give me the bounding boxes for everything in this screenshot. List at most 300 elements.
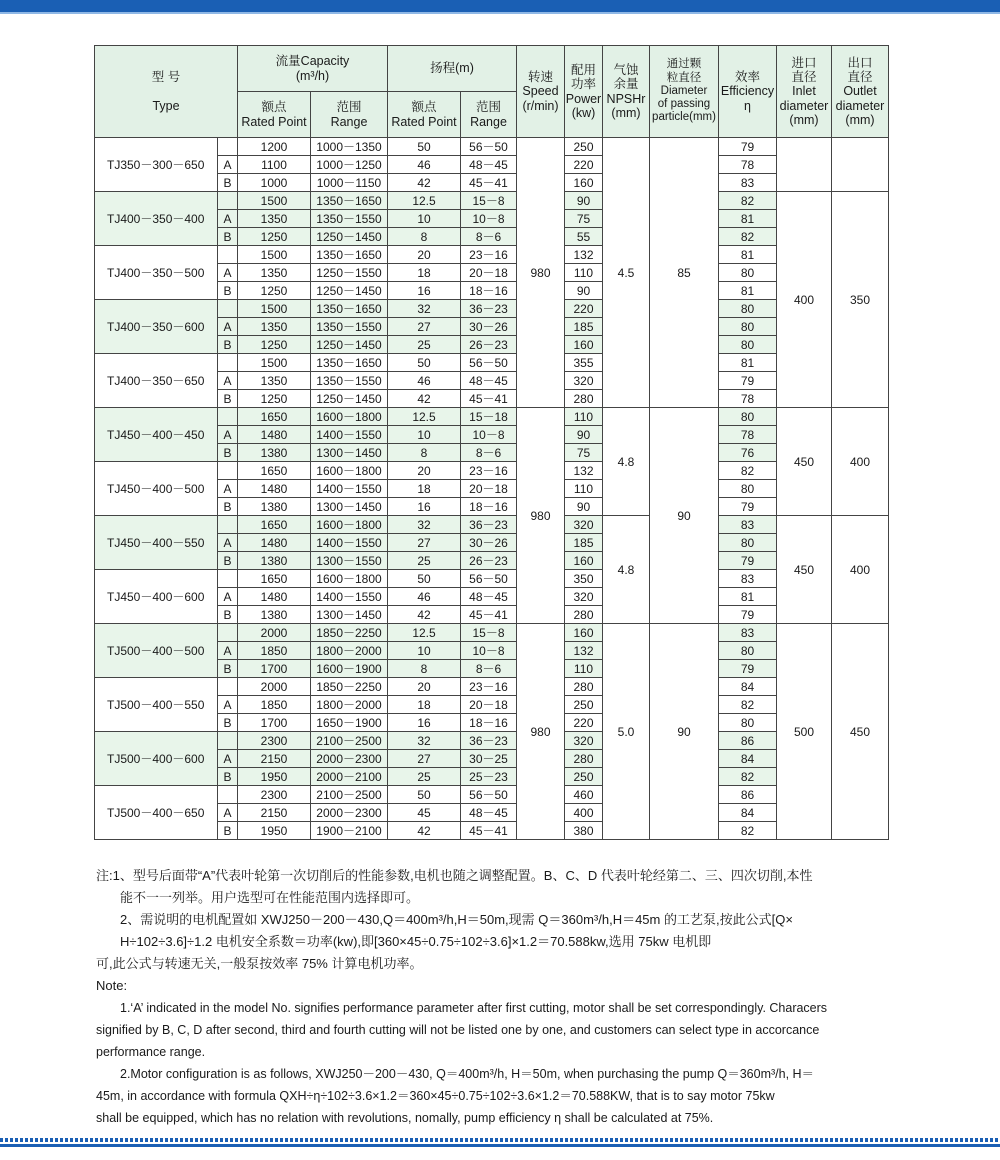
head-range-cell: 56－50 [461,570,517,588]
capacity-range-cell: 1600－1800 [311,408,388,426]
variant-cell [218,246,238,264]
capacity-range-cell: 1400－1550 [311,426,388,444]
diameter-header-cn2: 粒直径 [666,71,702,84]
speed-header [517,46,565,138]
head-rated-cell: 46 [388,156,461,174]
power-cell: 110 [565,660,603,678]
outlet-cell: 350 [832,192,889,408]
head-range-cell: 30－26 [461,534,517,552]
pump-spec-table [94,45,889,840]
capacity-rated-cell: 1500 [238,354,311,372]
type-header-cn: 型 号 [151,70,181,85]
inlet-header-en1: Inlet [792,84,816,99]
capacity-range-cell: 1400－1550 [311,588,388,606]
npsh-header-en: NPSHr [606,91,646,106]
head-rated-header [388,92,461,138]
head-range-cell: 48－45 [461,804,517,822]
variant-cell: B [218,498,238,516]
head-range-cell: 45－41 [461,606,517,624]
capacity-rated-cell: 2300 [238,732,311,750]
efficiency-header-en: Efficiency [720,84,775,99]
outlet-header-en1: Outlet [843,84,877,99]
capacity-rated-cell: 1950 [238,768,311,786]
model-cell: TJ450－400－450 [95,408,218,462]
variant-cell: A [218,696,238,714]
efficiency-cell: 82 [719,696,777,714]
head-header-label: 扬程(m) [430,61,474,76]
head-rated-cell: 25 [388,768,461,786]
type-header [95,46,238,138]
inlet-header-cn1: 进口 [791,55,817,70]
variant-cell: A [218,588,238,606]
head-rated-cell: 18 [388,696,461,714]
capacity-rated-cell: 1650 [238,462,311,480]
top-banner-bar [0,0,1000,12]
speed-header-en: Speed [522,84,559,99]
capacity-range-cell: 1300－1450 [311,498,388,516]
variant-cell: B [218,282,238,300]
power-cell: 90 [565,426,603,444]
head-rated-cell: 46 [388,588,461,606]
variant-cell [218,786,238,804]
power-cell: 400 [565,804,603,822]
diameter-header-en2: of passing [657,98,711,111]
power-cell: 280 [565,390,603,408]
capacity-range-cell: 2100－2500 [311,786,388,804]
power-cell: 355 [565,354,603,372]
efficiency-cell: 79 [719,498,777,516]
table-row [95,732,889,750]
capacity-rated-cell: 1350 [238,264,311,282]
capacity-range-cell: 1900－2100 [311,822,388,840]
diameter-cell: 85 [650,138,719,408]
power-cell: 320 [565,732,603,750]
capacity-rated-cell: 1950 [238,822,311,840]
inlet-cell: 450 [777,516,832,624]
diameter-header-cn1: 通过颗 [666,58,702,71]
variant-cell: B [218,552,238,570]
note-cn-1: 注:1、型号后面带“A”代表叶轮第一次切削后的性能参数,电机也随之调整配置。B、C、D 代表叶轮经第二、三、四次切削,本性 [96,868,813,883]
variant-cell: B [218,228,238,246]
notes-section [96,865,906,1129]
power-cell: 160 [565,336,603,354]
inlet-header-cn2: 直径 [791,69,817,84]
head-rated-cell: 42 [388,606,461,624]
power-cell: 280 [565,750,603,768]
variant-cell: B [218,606,238,624]
head-range-cell: 30－25 [461,750,517,768]
head-range-cell: 23－16 [461,462,517,480]
diameter-cell: 90 [650,624,719,840]
efficiency-cell: 84 [719,678,777,696]
head-header [388,46,517,92]
model-cell: TJ450－400－550 [95,516,218,570]
capacity-range-cell: 1000－1150 [311,174,388,192]
inlet-cell [777,138,832,192]
capacity-rated-cell: 1250 [238,228,311,246]
npsh-header-unit: (mm) [611,105,641,120]
head-rated-cell: 50 [388,138,461,156]
capacity-rated-cell: 1700 [238,714,311,732]
head-range-cell: 48－45 [461,588,517,606]
note-en-1b: signified by B, C, D after second, third and fourth cutting will not be listed one by one, and customers can select type in accorcance [96,1023,820,1037]
head-range-cell: 8－6 [461,444,517,462]
capacity-range-cell: 1850－2250 [311,678,388,696]
head-rated-cell: 10 [388,426,461,444]
model-cell: TJ500－400－600 [95,732,218,786]
head-rated-cell: 10 [388,642,461,660]
efficiency-cell: 81 [719,246,777,264]
table-row [95,408,889,426]
power-cell: 250 [565,138,603,156]
power-cell: 185 [565,318,603,336]
efficiency-header [719,46,777,138]
variant-cell: A [218,156,238,174]
capacity-range-cell: 1000－1250 [311,156,388,174]
variant-cell [218,354,238,372]
power-cell: 280 [565,606,603,624]
power-cell: 460 [565,786,603,804]
variant-cell: A [218,642,238,660]
variant-cell [218,300,238,318]
power-header-cn1: 配用 [570,62,596,77]
efficiency-header-cn: 效率 [734,69,760,84]
efficiency-cell: 83 [719,516,777,534]
capacity-range-cell: 1650－1900 [311,714,388,732]
inlet-header-en2: diameter [779,98,829,113]
diameter-header [650,46,719,138]
outlet-header-cn1: 出口 [847,55,873,70]
power-cell: 320 [565,516,603,534]
head-range-cell: 36－23 [461,300,517,318]
head-range-en: Range [470,114,507,129]
power-cell: 250 [565,768,603,786]
power-cell: 320 [565,588,603,606]
model-cell: TJ400－350－650 [95,354,218,408]
efficiency-cell: 79 [719,660,777,678]
head-rated-cell: 25 [388,336,461,354]
head-range-cell: 18－16 [461,282,517,300]
outlet-header-en2: diameter [835,98,885,113]
capacity-range-cell: 1850－2250 [311,624,388,642]
power-cell: 350 [565,570,603,588]
power-cell: 132 [565,246,603,264]
head-range-cell: 56－50 [461,138,517,156]
variant-cell: A [218,534,238,552]
head-rated-cn: 额点 [411,100,437,115]
head-rated-cell: 45 [388,804,461,822]
power-cell: 90 [565,192,603,210]
efficiency-cell: 79 [719,138,777,156]
capacity-rated-cell: 2150 [238,750,311,768]
variant-cell: A [218,264,238,282]
efficiency-cell: 80 [719,300,777,318]
efficiency-cell: 81 [719,210,777,228]
head-rated-cell: 8 [388,660,461,678]
model-cell: TJ400－350－500 [95,246,218,300]
variant-cell [218,624,238,642]
head-range-cell: 48－45 [461,156,517,174]
power-cell: 110 [565,480,603,498]
capacity-range-cn: 范围 [336,100,362,115]
variant-cell: B [218,390,238,408]
head-rated-en: Rated Point [391,114,457,129]
capacity-rated-cell: 1380 [238,498,311,516]
power-header-en: Power [565,91,602,106]
spec-table-body [95,138,889,840]
variant-cell: B [218,768,238,786]
efficiency-cell: 80 [719,534,777,552]
table-row [95,786,889,804]
head-range-cell: 18－16 [461,714,517,732]
head-rated-cell: 8 [388,444,461,462]
variant-cell: A [218,480,238,498]
note-cn-2b: H÷102÷3.6]÷1.2 电机安全系数＝功率(kw),即[360×45÷0.75÷102÷3.6]×1.2＝70.588kw,选用 75kw 电机即 [120,934,712,949]
capacity-rated-cell: 1000 [238,174,311,192]
capacity-range-cell: 1600－1800 [311,516,388,534]
power-cell: 75 [565,210,603,228]
head-range-cell: 20－18 [461,264,517,282]
capacity-header [238,46,388,92]
table-row [95,246,889,264]
capacity-header-unit: (m³/h) [295,68,330,83]
efficiency-cell: 82 [719,822,777,840]
efficiency-cell: 78 [719,390,777,408]
type-header-en: Type [152,98,180,113]
capacity-range-cell: 2100－2500 [311,732,388,750]
model-cell: TJ350－300－650 [95,138,218,192]
efficiency-cell: 79 [719,606,777,624]
capacity-rated-cell: 1850 [238,642,311,660]
head-range-cell: 56－50 [461,786,517,804]
table-row [95,354,889,372]
outlet-cell: 450 [832,624,889,840]
variant-cell: A [218,804,238,822]
capacity-range-cell: 2000－2300 [311,750,388,768]
head-range-cell: 30－26 [461,318,517,336]
speed-header-cn: 转速 [527,69,553,84]
head-rated-cell: 25 [388,552,461,570]
variant-cell: A [218,210,238,228]
efficiency-cell: 79 [719,552,777,570]
head-range-cell: 15－8 [461,624,517,642]
variant-cell: B [218,714,238,732]
head-range-cell: 56－50 [461,354,517,372]
speed-cell: 980 [517,408,565,624]
variant-cell [218,138,238,156]
efficiency-cell: 82 [719,192,777,210]
capacity-rated-cell: 1500 [238,246,311,264]
head-rated-cell: 10 [388,210,461,228]
efficiency-cell: 76 [719,444,777,462]
head-rated-cell: 20 [388,462,461,480]
capacity-range-cell: 2000－2100 [311,768,388,786]
capacity-rated-cell: 1250 [238,336,311,354]
variant-cell [218,570,238,588]
capacity-rated-cell: 1850 [238,696,311,714]
head-rated-cell: 27 [388,534,461,552]
head-rated-cell: 42 [388,390,461,408]
npsh-header-cn2: 余量 [613,77,639,92]
head-range-cn: 范围 [475,100,501,115]
variant-cell: A [218,750,238,768]
efficiency-cell: 86 [719,732,777,750]
model-cell: TJ450－400－500 [95,462,218,516]
head-rated-cell: 32 [388,516,461,534]
variant-cell [218,192,238,210]
head-range-cell: 15－8 [461,192,517,210]
power-cell: 250 [565,696,603,714]
head-range-cell: 45－41 [461,822,517,840]
head-range-cell: 26－23 [461,552,517,570]
capacity-rated-cell: 1100 [238,156,311,174]
power-cell: 220 [565,714,603,732]
head-range-cell: 20－18 [461,696,517,714]
head-rated-cell: 42 [388,822,461,840]
efficiency-cell: 81 [719,588,777,606]
npsh-cell: 4.5 [603,138,650,408]
capacity-range-cell: 1600－1800 [311,570,388,588]
head-rated-cell: 27 [388,750,461,768]
outlet-header-unit: (mm) [845,113,875,128]
note-en-2c: shall be equipped, which has no relation with revolutions, nomally, pump efficiency η shall be calculated at 75%. [96,1111,714,1125]
head-rated-cell: 12.5 [388,624,461,642]
table-row [95,624,889,642]
table-row [95,570,889,588]
head-range-cell: 36－23 [461,732,517,750]
power-cell: 132 [565,462,603,480]
head-rated-cell: 12.5 [388,192,461,210]
power-cell: 220 [565,156,603,174]
capacity-rated-cell: 1350 [238,318,311,336]
model-cell: TJ450－400－600 [95,570,218,624]
power-cell: 75 [565,444,603,462]
capacity-range-cell: 1250－1450 [311,282,388,300]
efficiency-cell: 80 [719,480,777,498]
efficiency-cell: 84 [719,750,777,768]
efficiency-cell: 86 [719,786,777,804]
inlet-cell: 400 [777,192,832,408]
efficiency-cell: 82 [719,462,777,480]
capacity-range-cell: 1350－1550 [311,318,388,336]
capacity-rated-cell: 1350 [238,372,311,390]
head-range-cell: 26－23 [461,336,517,354]
variant-cell: B [218,444,238,462]
capacity-rated-cell: 1250 [238,282,311,300]
capacity-rated-cell: 1380 [238,444,311,462]
capacity-range-cell: 1300－1450 [311,606,388,624]
capacity-range-cell: 1300－1450 [311,444,388,462]
capacity-range-cell: 1250－1450 [311,228,388,246]
efficiency-cell: 80 [719,642,777,660]
npsh-cell: 5.0 [603,624,650,840]
head-range-cell: 18－16 [461,498,517,516]
capacity-range-header [311,92,388,138]
capacity-range-cell: 1350－1650 [311,300,388,318]
capacity-rated-cn: 额点 [261,100,287,115]
capacity-rated-cell: 1650 [238,516,311,534]
variant-cell: A [218,426,238,444]
note-title: Note: [96,978,128,993]
capacity-rated-cell: 1700 [238,660,311,678]
capacity-range-cell: 1400－1550 [311,534,388,552]
power-cell: 320 [565,372,603,390]
capacity-rated-cell: 2000 [238,678,311,696]
capacity-rated-cell: 1250 [238,390,311,408]
note-en-2: 2.Motor configuration is as follows, XWJ250－200－430, Q＝400m³/h, H＝50m, when purchasing the pump Q＝360m³/h, H＝ [120,1067,815,1081]
efficiency-cell: 83 [719,624,777,642]
capacity-range-cell: 1350－1650 [311,354,388,372]
capacity-rated-cell: 1480 [238,426,311,444]
head-rated-cell: 20 [388,246,461,264]
head-rated-cell: 46 [388,372,461,390]
capacity-rated-cell: 1380 [238,606,311,624]
efficiency-cell: 82 [719,228,777,246]
capacity-rated-cell: 1350 [238,210,311,228]
variant-cell: B [218,822,238,840]
note-cn-1b: 能不一一列举。用户选型可在性能范围内选择即可。 [120,890,420,905]
variant-cell: A [218,318,238,336]
head-rated-cell: 42 [388,174,461,192]
capacity-rated-en: Rated Point [241,114,307,129]
capacity-range-cell: 1250－1450 [311,336,388,354]
head-range-cell: 10－8 [461,426,517,444]
model-cell: TJ500－400－500 [95,624,218,678]
power-cell: 55 [565,228,603,246]
head-range-cell: 48－45 [461,372,517,390]
table-row [95,516,889,534]
head-rated-cell: 16 [388,498,461,516]
capacity-range-cell: 1300－1550 [311,552,388,570]
variant-cell: B [218,336,238,354]
table-row [95,192,889,210]
note-en-2b: 45m, in accordance with formula QXH÷η÷102÷3.6×1.2＝360×45÷0.75÷102÷3.6×1.2＝70.588KW, that is to say motor 75kw [96,1089,775,1103]
efficiency-cell: 83 [719,174,777,192]
head-rated-cell: 27 [388,318,461,336]
speed-cell: 980 [517,138,565,408]
efficiency-cell: 83 [719,570,777,588]
variant-cell: B [218,660,238,678]
variant-cell [218,516,238,534]
capacity-rated-cell: 1480 [238,588,311,606]
capacity-rated-cell: 1650 [238,408,311,426]
capacity-rated-cell: 1480 [238,534,311,552]
capacity-range-cell: 1600－1800 [311,462,388,480]
note-cn-2: 2、需说明的电机配置如 XWJ250－200－430,Q＝400m³/h,H＝50m,现需 Q＝360m³/h,H＝45m 的工艺泵,按此公式[Q× [120,912,793,927]
capacity-range-en: Range [330,114,368,129]
power-cell: 280 [565,678,603,696]
power-cell: 132 [565,642,603,660]
efficiency-header-symbol: η [744,98,751,113]
inlet-header [777,46,832,138]
diameter-header-en1: Diameter [660,84,708,97]
capacity-rated-cell: 1500 [238,300,311,318]
efficiency-cell: 82 [719,768,777,786]
variant-cell [218,408,238,426]
capacity-range-cell: 1350－1650 [311,192,388,210]
capacity-range-cell: 1250－1550 [311,264,388,282]
head-rated-cell: 50 [388,786,461,804]
diameter-cell: 90 [650,408,719,624]
power-header [565,46,603,138]
head-rated-cell: 16 [388,282,461,300]
table-row [95,462,889,480]
inlet-cell: 500 [777,624,832,840]
power-cell: 185 [565,534,603,552]
diameter-header-en3: particle(mm) [652,111,716,124]
capacity-header-label: 流量Capacity [275,54,350,69]
capacity-rated-cell: 1650 [238,570,311,588]
